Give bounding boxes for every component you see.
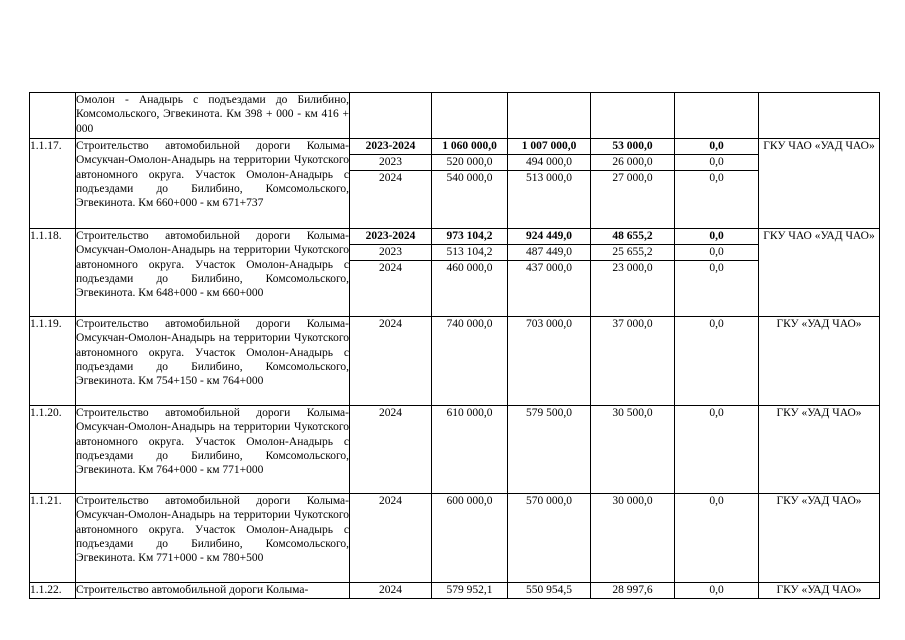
regional-value: 27 000,0	[612, 172, 653, 184]
regional-value: 26 000,0	[591, 155, 674, 171]
other-value: 0,0	[709, 495, 724, 507]
federal-value: 437 000,0	[526, 262, 572, 274]
item-number: 1.1.18.	[30, 229, 76, 317]
item-number: 1.1.17.	[30, 139, 76, 229]
total-cell	[432, 93, 508, 139]
total-value: 1 060 000,0	[432, 139, 507, 155]
other-value: 0,0	[675, 155, 758, 171]
total-cell	[432, 317, 508, 406]
years-value: 2023	[350, 155, 431, 171]
other-value: 0,0	[675, 245, 758, 261]
table-row	[30, 229, 880, 317]
federal-value: 513 000,0	[526, 172, 572, 184]
regional-value: 37 000,0	[612, 318, 653, 330]
other-cell	[675, 494, 759, 583]
table-row	[30, 494, 880, 583]
regional-value: 28 997,6	[612, 584, 653, 596]
federal-value: 550 954,5	[526, 584, 572, 596]
other-cell	[675, 93, 759, 139]
program-table	[29, 92, 880, 599]
regional-cell	[591, 494, 675, 583]
federal-cell	[508, 93, 591, 139]
table-row	[30, 317, 880, 406]
executor-cell	[759, 93, 880, 139]
total-cell	[432, 229, 508, 317]
item-description: Строительство автомобильной дороги Колыма-Омсукчан-Омолон-Анадырь на территории Чукотского автономного округа. Участок Омолон-Анадырь с подъездами до Билибино, Комсомольского, Эгвекинота. Км 754+150 - км 764+000	[76, 317, 350, 406]
years-value: 2024	[379, 318, 402, 330]
total-cell	[432, 494, 508, 583]
executor-cell: ГКУ ЧАО «УАД ЧАО»	[759, 229, 880, 317]
years-value: 2024	[379, 262, 402, 274]
federal-cell	[508, 139, 591, 229]
federal-cell	[508, 406, 591, 494]
item-description: Строительство автомобильной дороги Колыма-Омсукчан-Омолон-Анадырь на территории Чукотского автономного округа. Участок Омолон-Анадырь с подъездами до Билибино, Комсомольского, Эгвекинота. Км 764+000 - км 771+000	[76, 406, 350, 494]
item-number	[30, 93, 76, 139]
item-description: Строительство автомобильной дороги Колыма-Омсукчан-Омолон-Анадырь на территории Чукотского автономного округа. Участок Омолон-Анадырь с подъездами до Билибино, Комсомольского, Эгвекинота. Км 648+000 - км 660+000	[76, 229, 350, 317]
regional-value: 30 000,0	[612, 495, 653, 507]
item-number: 1.1.19.	[30, 317, 76, 406]
other-cell	[675, 139, 759, 229]
total-value: 520 000,0	[432, 155, 507, 171]
years-value: 2024	[379, 495, 402, 507]
item-number: 1.1.20.	[30, 406, 76, 494]
years-cell	[350, 494, 432, 583]
total-value: 973 104,2	[432, 229, 507, 245]
other-value: 0,0	[709, 407, 724, 419]
regional-cell	[591, 229, 675, 317]
total-value: 600 000,0	[446, 495, 493, 507]
regional-value: 30 500,0	[612, 407, 653, 419]
federal-cell	[508, 229, 591, 317]
federal-value: 487 449,0	[508, 245, 590, 261]
years-value: 2024	[379, 172, 402, 184]
regional-value: 48 655,2	[591, 229, 674, 245]
regional-value: 23 000,0	[612, 262, 653, 274]
other-value: 0,0	[709, 172, 724, 184]
executor-cell: ГКУ «УАД ЧАО»	[759, 406, 880, 494]
executor-cell: ГКУ «УАД ЧАО»	[759, 494, 880, 583]
other-value: 0,0	[709, 584, 724, 596]
years-cell	[350, 406, 432, 494]
federal-value: 494 000,0	[508, 155, 590, 171]
federal-cell	[508, 494, 591, 583]
total-cell	[432, 583, 508, 599]
total-value: 610 000,0	[446, 407, 493, 419]
years-cell	[350, 583, 432, 599]
other-value: 0,0	[709, 262, 724, 274]
federal-value: 570 000,0	[526, 495, 572, 507]
federal-cell	[508, 317, 591, 406]
federal-value: 703 000,0	[526, 318, 572, 330]
years-value: 2024	[379, 584, 402, 596]
executor-cell: ГКУ «УАД ЧАО»	[759, 583, 880, 599]
item-number: 1.1.21.	[30, 494, 76, 583]
regional-cell	[591, 317, 675, 406]
federal-value: 1 007 000,0	[508, 139, 590, 155]
years-value: 2023	[350, 245, 431, 261]
table-row	[30, 406, 880, 494]
years-cell	[350, 93, 432, 139]
total-value: 540 000,0	[446, 172, 493, 184]
total-cell	[432, 139, 508, 229]
item-description: Строительство автомобильной дороги Колыма-Омсукчан-Омолон-Анадырь на территории Чукотского автономного округа. Участок Омолон-Анадырь с подъездами до Билибино, Комсомольского, Эгвекинота. Км 771+000 - км 780+500	[76, 494, 350, 583]
total-value: 579 952,1	[446, 584, 493, 596]
executor-cell: ГКУ «УАД ЧАО»	[759, 317, 880, 406]
years-value: 2024	[379, 407, 402, 419]
years-cell	[350, 139, 432, 229]
regional-cell	[591, 139, 675, 229]
other-cell	[675, 583, 759, 599]
table-row	[30, 139, 880, 229]
executor-cell: ГКУ ЧАО «УАД ЧАО»	[759, 139, 880, 229]
other-value: 0,0	[675, 139, 758, 155]
item-description: Строительство автомобильной дороги Колыма-	[76, 583, 350, 599]
other-cell	[675, 406, 759, 494]
federal-cell	[508, 583, 591, 599]
table-row	[30, 93, 880, 139]
regional-cell	[591, 93, 675, 139]
table-row	[30, 583, 880, 599]
other-value: 0,0	[709, 318, 724, 330]
table-body	[30, 93, 880, 599]
federal-value: 579 500,0	[526, 407, 572, 419]
total-cell	[432, 406, 508, 494]
regional-cell	[591, 583, 675, 599]
years-cell	[350, 317, 432, 406]
item-number: 1.1.22.	[30, 583, 76, 599]
regional-value: 53 000,0	[591, 139, 674, 155]
total-value: 460 000,0	[446, 262, 493, 274]
years-value: 2023-2024	[350, 229, 431, 245]
total-value: 740 000,0	[446, 318, 493, 330]
other-cell	[675, 317, 759, 406]
regional-cell	[591, 406, 675, 494]
total-value: 513 104,2	[432, 245, 507, 261]
other-cell	[675, 229, 759, 317]
regional-value: 25 655,2	[591, 245, 674, 261]
federal-value: 924 449,0	[508, 229, 590, 245]
other-value: 0,0	[675, 229, 758, 245]
years-value: 2023-2024	[350, 139, 431, 155]
item-description: Строительство автомобильной дороги Колыма-Омсукчан-Омолон-Анадырь на территории Чукотского автономного округа. Участок Омолон-Анадырь с подъездами до Билибино, Комсомольского, Эгвекинота. Км 660+000 - км 671+737	[76, 139, 350, 229]
item-description: Омолон - Анадырь с подъездами до Билибино, Комсомольского, Эгвекинота. Км 398 + 000 - км 416 + 000	[76, 93, 350, 139]
years-cell	[350, 229, 432, 317]
